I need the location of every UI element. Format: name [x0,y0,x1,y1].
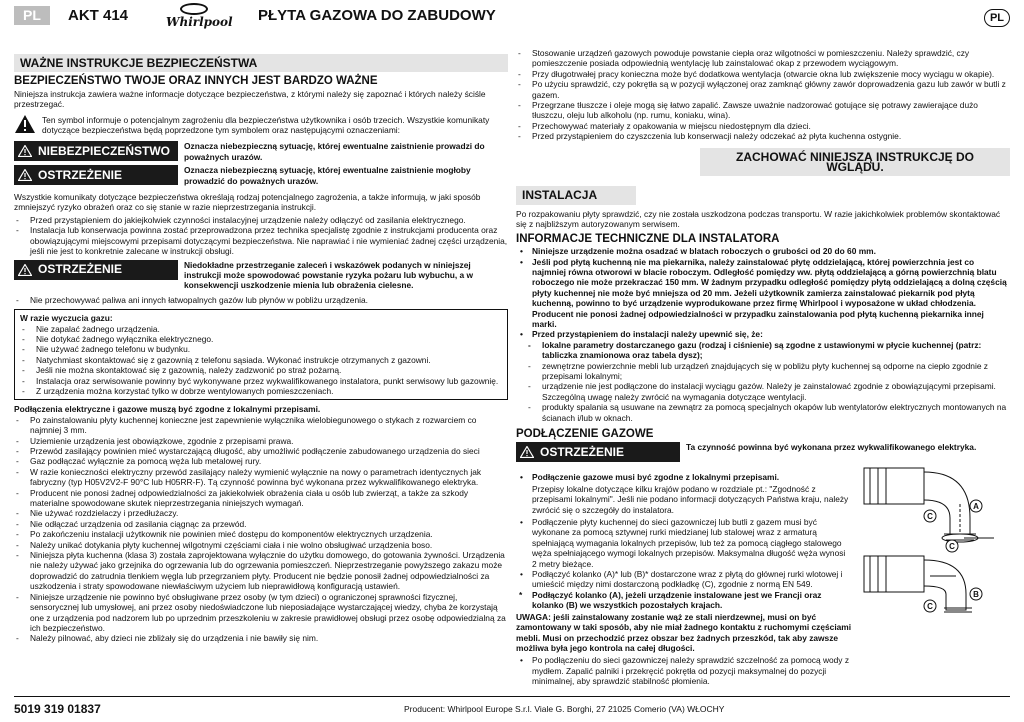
installation-text: Po rozpakowaniu płyty sprawdzić, czy nie została uszkodzona podczas transportu. W razie jakichkolwiek problemów skontaktować się z najbliższym autoryzowanym serwisem. [516,208,1001,230]
list-item: - Przed przystąpieniem do czyszczenia lub konserwacji należy odczekać aż płyta kuchenna ostygnie. [516,131,1010,141]
intro-text: Niniejsza instrukcja zawiera ważne informacje dotyczące bezpieczeństwa, z którymi należy się zapoznać i których należy ściśle przestrzegać. [14,88,486,110]
stainless-hose-note: UWAGA: jeśli zainstalowany zostanie wąż ze stali nierdzewnej, musi on być zamontowany w taki sposób, aby nie miał żadnego kontaktu z ruchomymi częściami mebli. Musi on przechodzić przez obszar bez żadnych przeszkód, tak aby zawsze możliwa była jego kontrola na całej długości. [516,611,852,653]
list-item: - Niniejsze urządzenie nie powinno być obsługiwane przez osoby (w tym dzieci) o ograniczonej sprawności fizycznej, sensorycznej lub umysłowej, ani przez osoby niedoświadczone lub nieposiadające wystarczającej wiedzy, chyba że korzystają one z urządzenia pod nadzorem lub po uprzednim przeszkoleniu w zakresie prawidłowej obsługi przez osobę odpowiedzialną za ich bezpieczeństwo. [14,592,508,634]
label-b: B [973,590,979,599]
warning-triangle-icon [18,169,32,181]
list-item: - Przegrzane tłuszcze i oleje mogą się łatwo zapalić. Zawsze uważnie nadzorować gotujące się potrawy zawierające dużo tłuszczu, oleju lub alkoholu (np. rumu, koniaku, wina). [516,100,1010,121]
list-item: - Stosowanie urządzeń gazowych powoduje powstanie ciepła oraz wilgotności w pomieszczeniu. Należy sprawdzić, czy pomieszczenie posiada odpowiednią wentylację lub zainstalować okap z przewodem wyciągowym. [516,48,1010,69]
document-code: 5019 319 01837 [14,702,101,716]
label-a: A [973,502,979,511]
list-item: • Podłączenie płyty kuchennej do sieci gazowniczej lub butli z gazem musi być wykonane za pomocą sztywnej rurki miedzianej lub stalowej wraz z armaturą spełniającą wymagania lokalnych przepisów, lub też za pomocą ciągłego stalowego węża spełniającego wymogi lokalnych przepisów. Maksymalna długość węża wynosi 2 metry bieżące. [516,517,852,569]
list-item: - Nie odłączać urządzenia od zasilania ciągnąc za przewód. [14,519,508,529]
language-badge: PL [14,6,50,25]
list-item: - zewnętrzne powierzchnie mebli lub urządzeń znajdujących się w pobliżu płyty kuchennej są odporne na ciepło zgodnie z przepisami lokalnymi; [526,361,1010,382]
list-item: • Jeśli pod płytą kuchenną nie ma piekarnika, należy zainstalować płytę oddzielającą, której powierzchnia jest co najmniej równa otworowi w blacie roboczym. Odległość pomiędzy ww. płytą oddzielającą a górną powierzchnią blatu roboczego nie może przekraczać 150 mm. W żadnym przypadku odległość pomiędzy płytą oddzielającą a dolną częścią płyty kuchennej nie może być mniejsza od 20 mm. Jeżeli użytkownik zamierza zainstalować piekarnik pod płytą kuchenną, powinno to być urządzenie wyprodukowane przez firmę Whirlpool i wyposażone w układ chłodzenia. Producent nie ponosi żadnej odpowiedzialności w przypadku zainstalowania pod płytą kuchenną piekarnika innej marki. [516,257,1010,330]
list-item: - Nie dotykać żadnego wyłącznika elektrycznego. [20,334,502,344]
brand-logo [164,2,233,32]
list-item: - Nie używać żadnego telefonu w budynku. [20,344,502,354]
label-c: C [927,512,933,521]
list-item: - Nie używać rozdzielaczy i przedłużaczy. [14,508,508,518]
list-item: - Nie zapalać żadnego urządzenia. [20,324,502,334]
symbol-explanation [14,114,508,138]
warning-row [14,165,508,186]
language-oval: PL [984,9,1010,27]
warning-row-2 [14,260,508,291]
section-safety: WAŻNE INSTRUKCJE BEZPIECZEŃSTWA [14,54,508,72]
heading-safety: BEZPIECZEŃSTWO TWOJE ORAZ INNYCH JEST BARDZO WAŻNE [14,75,378,88]
list-item: - Gaz podłączać wyłącznie za pomocą węża lub metalowej rury. [14,456,508,466]
list-item: - Należy pilnować, aby dzieci nie zbliżały się do urządzenia i nie bawiły się nim. [14,633,508,643]
list-item: - W razie konieczności elektryczny przewód zasilający należy wymienić wyłącznie na nowy o parametrach identycznych jak fabryczny (typ H05V2V2-F 90°C lub H05RR-F). Tą czynność powinna być wykonana przez wykwalifikowanego elektryka. [14,467,508,488]
connection-title: Podłączenia elektryczne i gazowe muszą być zgodne z lokalnymi przepisami. [14,404,321,415]
symbol-text: Ten symbol informuje o potencjalnym zagrożeniu dla bezpieczeństwa użytkownika i osób trzecich. Wszystkie komunikaty dotyczące bezpieczeństwa będą poprzedzone tym symbolem oraz następującymi oznaczeniami: [42,114,490,136]
heading-technical-info: INFORMACJE TECHNICZNE DLA INSTALATORA [516,232,780,245]
warning-text: Niedokładne przestrzeganie zaleceń i wskazówek podanych w niniejszej instrukcji może spowodować powstanie ryzyka pożaru lub wybuchu, a w konsekwencji uszkodzenie mienia lub obrażenia cielesne. [184,259,473,291]
label-c: C [949,542,955,551]
list-item-body: Przepisy lokalne dotyczące kilku krajów podano w rozdziale pt.: "Zgodność z przepisami lokalnymi". Jeśli nie podano informacji dotyczących Państwa kraju, należy zwrócić się o szczegóły do instalatora. [532,483,849,515]
label-c: C [927,602,933,611]
list-item: - Z urządzenia można korzystać tylko w dobrze wentylowanych pomieszczeniach. [20,386,502,396]
list-item: • Przed przystąpieniem do instalacji należy upewnić się, że: [516,329,1010,339]
list-item: - Przewód zasilający powinien mieć wystarczającą długość, aby umożliwić podłączenie zabudowanego urządzenia do sieci [14,446,508,456]
gas-connection-text [516,472,852,610]
list-item: - Przed przystąpieniem do jakiejkolwiek czynności instalacyjnej urządzenie należy odłączyć od zasilania elektrycznego. [14,215,508,225]
warning-triangle-icon [18,145,32,157]
brand-logo-text: Whirlpool [166,15,233,29]
list-item: - Jeśli nie można skontaktować się z gazownią, należy zadzwonić po straż pożarną. [20,365,502,375]
list-item: • Po podłączeniu do sieci gazowniczej należy sprawdzić szczelność za pomocą wody z mydłem. Zapalić palniki i przekręcić pokrętła od pozycji maksymalnej do pozycji minimalnej, aby sprawdzić stabilność płomienia. [516,655,856,686]
elbow-fittings-figure [860,458,1008,618]
warning-triangle-icon [18,264,32,276]
list-item: - Instalacja lub konserwacja powinna zostać przeprowadzona przez technika specjalistę zgodnie z instrukcjami producenta oraz obowiązującymi miejscowymi przepisami dotyczącymi bezpieczeństwa. Nie naprawiać i nie wymieniać żadnej części urządzenia, jeśli nie jest to konkretnie zalecane w instrukcji obsługi. [14,225,508,256]
gas-smell-title: W razie wyczucia gazu: [20,313,113,324]
list-item: - Należy unikać dotykania płyty kuchennej wilgotnymi częściami ciała i nie wolno obsługiwać urządzenia boso. [14,540,508,550]
all-messages-text: Wszystkie komunikaty dotyczące bezpieczeństwa określają rodzaj potencjalnego zagrożenia, a także informują, w jaki sposób zmniejszyć ryzyko obrażeń oraz co się stanie w razie nieprzestrzegania instrukcji. [14,192,481,213]
list-item: • Podłączyć kolanko (A)* lub (B)* dostarczone wraz z płytą do głównej rurki wlotowej i umieścić między nimi dostarczoną podkładkę (C), zgodnie z normą EN 549. [516,569,852,590]
page-header [0,0,1024,36]
list-item: - Po użyciu sprawdzić, czy pokrętła są w pozycji wyłączonej oraz zamknąć główny zawór doprowadzenia gazu lub zawór w butli z gazem. [516,79,1010,100]
gas-smell-box [14,309,508,400]
heading-gas-connection: PODŁĄCZENIE GAZOWE [516,428,654,440]
list-item: - Uziemienie urządzenia jest obowiązkowe, zgodnie z przepisami prawa. [14,436,508,446]
list-item: - Po zainstalowaniu płyty kuchennej konieczne jest zapewnienie wyłącznika wielobiegunowego o stykach z rozwarciem co najmniej 3 mm. [14,415,508,436]
warning-triangle-icon [14,114,36,134]
section-installation: INSTALACJA [516,186,636,204]
list-item: • Niniejsze urządzenie można osadzać w blatach roboczych o grubości od 20 do 60 mm. [516,246,1010,256]
page-title: PŁYTA GAZOWA DO ZABUDOWY [258,7,496,24]
list-item: • Podłączenie gazowe musi być zgodne z lokalnymi przepisami. [516,472,852,482]
danger-text: Oznacza niebezpieczną sytuację, której ewentualne zaistnienie prowadzi do poważnych urazów. [184,141,485,162]
warning-text: Ta czynność powinna być wykonana przez wykwalifikowanego elektryka. [686,442,977,453]
warning-label: OSTRZEŻENIE [14,165,178,185]
list-item: - Natychmiast skontaktować się z gazownią z telefonu sąsiada. Wykonać instrukcje otrzymanych z gazowni. [20,355,502,365]
model-number: AKT 414 [68,7,129,24]
list-item: - Przy długotrwałej pracy konieczna może być dodatkowa wentylacja (otwarcie okna lub zwiększenie mocy wyciągu w okapie). [516,69,1010,79]
keep-instructions: ZACHOWAĆ NINIEJSZĄ INSTRUKCJĘ DO WGLĄDU. [700,148,1010,177]
list-item: - Przechowywać materiały z opakowania w miejscu niedostępnym dla dzieci. [516,121,1010,131]
danger-row [14,141,508,162]
list-item: - produkty spalania są usuwane na zewnątrz za pomocą specjalnych okapów lub wentylatorów elektrycznych montowanych na ścianach i/lub w oknach. [526,402,1010,423]
warning-label: OSTRZEŻENIE [14,260,178,280]
warning-label: OSTRZEŻENIE [516,442,680,462]
list-item: - Instalacja oraz serwisowanie powinny być wykonywane przez wykwalifikowanego instalatora, punkt serwisowy lub gazownię. [20,376,502,386]
list-item: - Producent nie ponosi żadnej odpowiedzialności za jakiekolwiek obrażenia ciała u osób lub zwierząt, a także za szkody materialne spowodowane skutek nieprzestrzegania niniejszych wymagań. [14,488,508,509]
list-item: - urządzenie nie jest podłączone do instalacji wyciągu gazów. Należy je zainstalować zgodnie z obowiązującymi przepisami. Szczególną uwagę należy zwrócić na wymagania dotyczące wentylacji. [526,381,1010,402]
producer-info: Producent: Whirlpool Europe S.r.l. Viale G. Borghi, 27 21025 Comerio (VA) WŁOCHY [404,704,725,714]
list-item: - lokalne parametry dostarczanego gazu (rodzaj i ciśnienie) są zgodne z ustawionymi w płycie kuchennej (patrz: tabliczka znamionowa oraz tabela dysz); [526,340,1010,361]
page-footer [14,696,1010,716]
danger-label: NIEBEZPIECZEŃSTWO [14,141,178,161]
list-item: - Po zakończeniu instalacji użytkownik nie powinien mieć dostępu do komponentów elektrycznych urządzenia. [14,529,508,539]
list-item: - Nie przechowywać paliwa ani innych łatwopalnych gazów lub płynów w pobliżu urządzenia. [14,295,508,305]
warning-triangle-icon [520,446,534,458]
list-item: * Podłączyć kolanko (A), jeżeli urządzenie instalowane jest we Francji oraz kolanko (B) we wszystkich pozostałych krajach. [516,590,852,611]
left-column [14,48,508,644]
list-item: - Niniejsza płyta kuchenna (klasa 3) została zaprojektowana wyłącznie do użytku domowego, do gotowania żywności. Urządzenia nie należy używać jako grzejnika do ogrzewania lub do ogrzewania pomieszczeń. Nieprzestrzeganie powyższego zakazu może doprowadzić do zatrudnia tlenkiem węgla lub przegrzaniem płyty. Producent nie będzie ponosił żadnej odpowiedzialności za uszkodzenia i straty spowodowane niewłaściwym użyciem lub nieprawidłową konfiguracją ustawień. [14,550,508,592]
warning-text: Oznacza niebezpieczną sytuację, której ewentualne zaistnienie mogłoby prowadzić do poważnych urazów. [184,165,471,186]
